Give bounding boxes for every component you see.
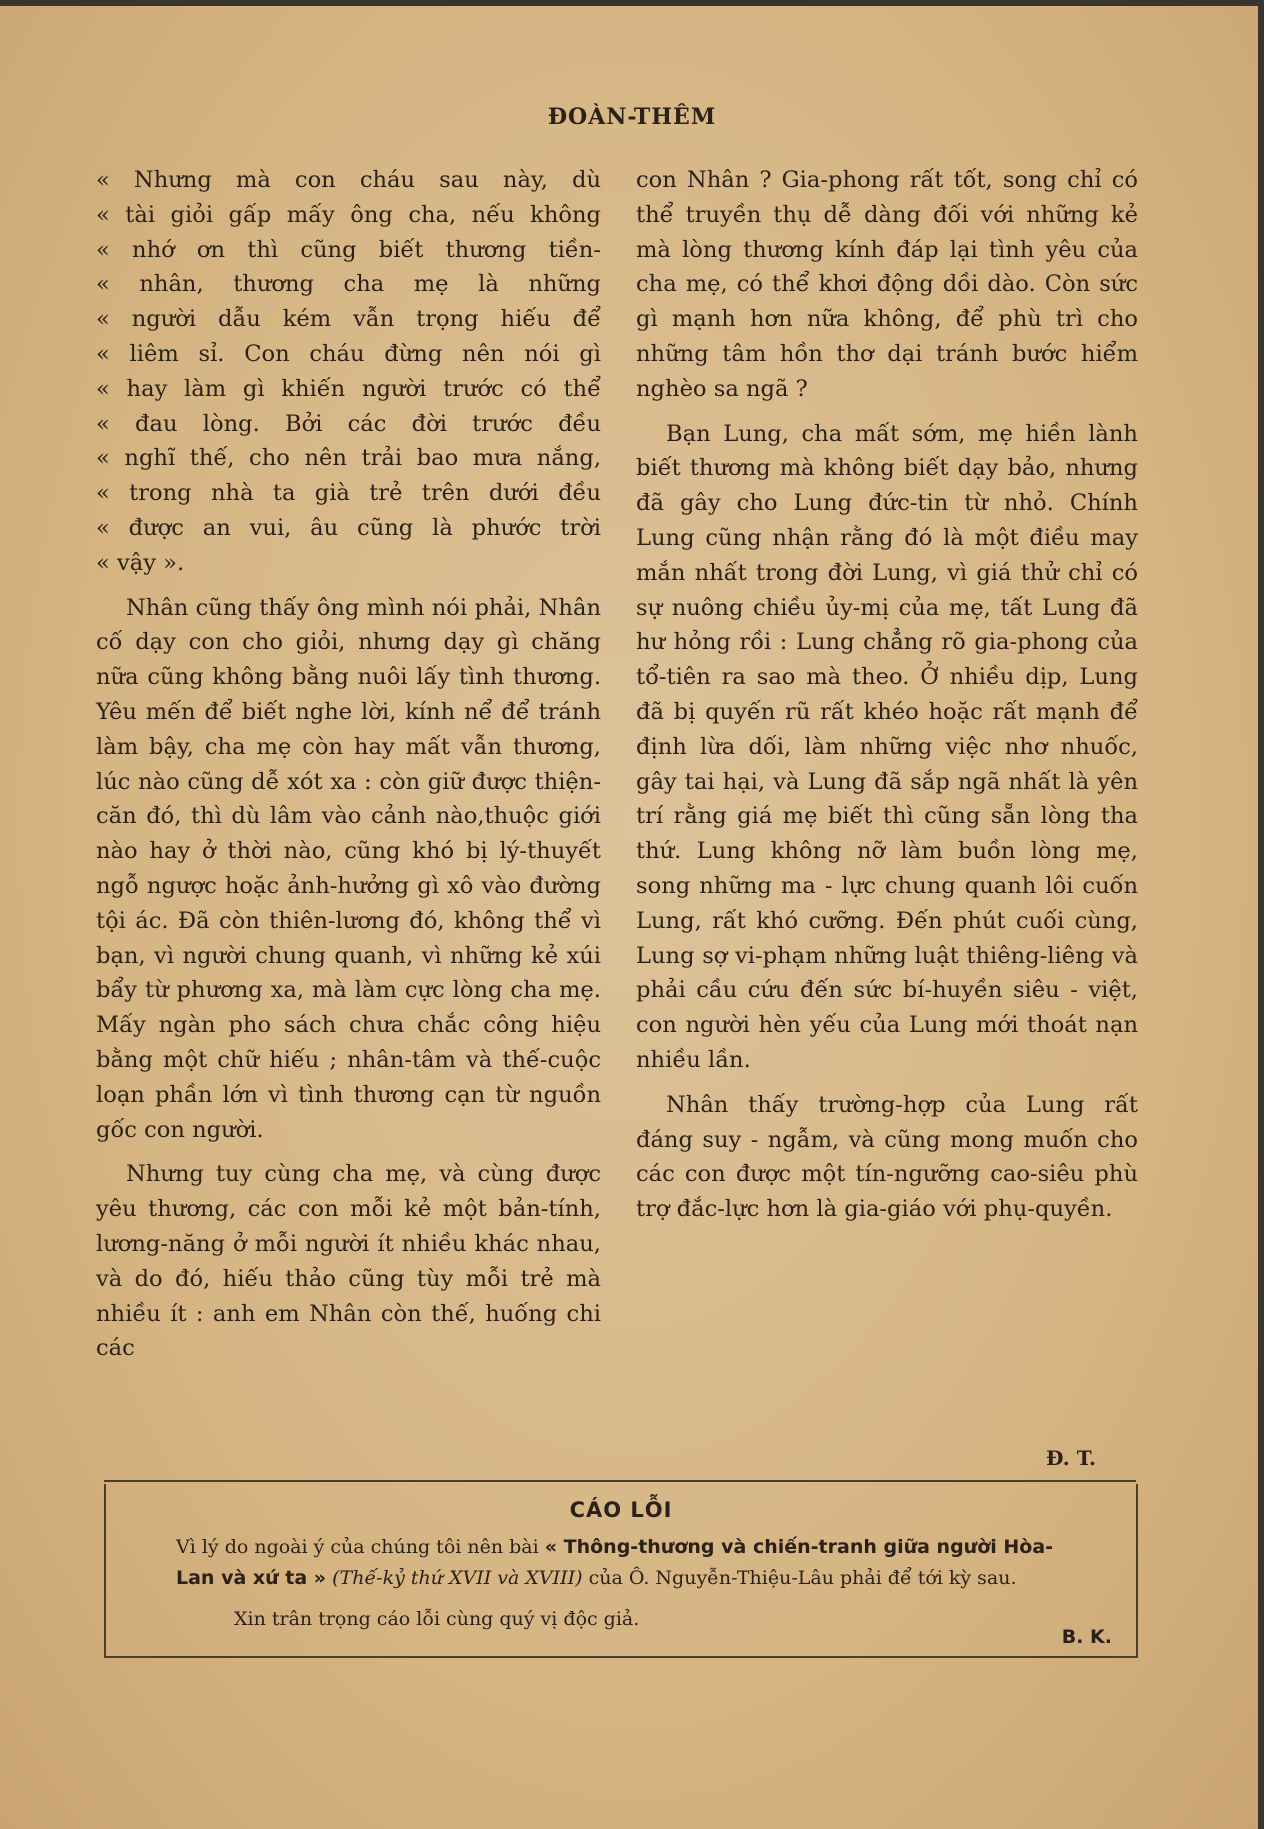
- body-paragraph: Nhân thấy trường-hợp của Lung rất đáng suy - ngẫm, và cũng mong muốn cho các con được một tín-ngưỡng cao-siêu phù trợ đắc-lực hơn là gia-giáo với phụ-quyền.: [636, 1091, 1138, 1223]
- page-header: ĐOÀN-THÊM: [547, 104, 717, 130]
- quote-line: « trong nhà ta già trẻ trên dưới đều: [96, 480, 601, 507]
- body-paragraph: con Nhân ? Gia-phong rất tốt, song chỉ có thể truyền thụ dễ dàng đối với những kẻ mà lòng thương kính đáp lại tình yêu của cha mẹ, có thể khơi động dồi dào. Còn sức gì mạnh hơn nữa không, để phù trì cho những tâm hồn thơ dại tránh bước hiểm nghèo sa ngã ?: [636, 167, 1138, 402]
- quote-line: « người dẫu kém vẫn trọng hiếu để: [96, 306, 601, 333]
- author-signature: Đ. T.: [1046, 1446, 1096, 1470]
- left-column: [96, 163, 601, 1366]
- notice-article-subtitle: (Thế-kỷ thứ XVII và XVIII): [332, 1567, 583, 1589]
- notice-box: [104, 1484, 1138, 1658]
- quoted-passage: [96, 163, 601, 581]
- notice-body: [176, 1532, 1076, 1594]
- quote-line: « hay làm gì khiến người trước có thể: [96, 375, 601, 402]
- notice-initials: B. K.: [1061, 1626, 1112, 1648]
- body-paragraph: Nhưng tuy cùng cha mẹ, và cùng được yêu thương, các con mỗi kẻ một bản-tính, lương-năng ở mỗi người ít nhiều khác nhau, và do đó, hiếu thảo cũng tùy mỗi trẻ mà nhiều ít : anh em Nhân còn thế, huống chi các: [96, 1161, 601, 1362]
- notice-article-title: « Thông-thương và chiến-tranh giữa người Hòa-Lan và xứ ta »: [176, 1536, 1054, 1589]
- notice-text: của Ô. Nguyễn-Thiệu-Lâu phải để tới kỳ sau.: [588, 1567, 1017, 1589]
- quote-line: « được an vui, âu cũng là phước trời: [96, 514, 601, 541]
- notice-text: Vì lý do ngoài ý của chúng tôi nên bài: [176, 1536, 545, 1558]
- quote-line: « đau lòng. Bởi các đời trước đều: [96, 410, 601, 437]
- notice-apology: Xin trân trọng cáo lỗi cùng quý vị độc giả.: [234, 1608, 640, 1630]
- quote-line: « tài giỏi gấp mấy ông cha, nếu không: [96, 201, 601, 228]
- divider-line: [104, 1480, 1136, 1482]
- notice-title: CÁO LỖI: [569, 1498, 673, 1522]
- quote-line: « nghĩ thế, cho nên trải bao mưa nắng,: [96, 445, 601, 472]
- right-column: [636, 163, 1138, 1227]
- quote-line: « nhớ ơn thì cũng biết thương tiền-: [96, 236, 601, 263]
- body-paragraph: Bạn Lung, cha mất sớm, mẹ hiền lành biết thương mà không biết dạy bảo, nhưng đã gây cho Lung đức-tin từ nhỏ. Chính Lung cũng nhận rằng đó là một điều may mắn nhất trong đời Lung, vì giá thử chỉ có sự nuông chiều ủy-mị của mẹ, tất Lung đã hư hỏng rồi : Lung chẳng rõ gia-phong của tổ-tiên ra sao mà theo. Ở nhiều dịp, Lung đã bị quyến rũ rất khéo hoặc rất mạnh để định lừa dối, làm những việc nhơ nhuốc, gây tai hại, và Lung đã sắp ngã nhất là yên trí rằng giá mẹ biết thì cũng sẵn lòng tha thứ. Lung không nỡ làm buồn lòng mẹ, song những ma - lực chung quanh lôi cuốn Lung, rất khó cưỡng. Đến phút cuối cùng, Lung sợ vi-phạm những luật thiêng-liêng và phải cầu cứu đến sức bí-huyền siêu - việt, con người hèn yếu của Lung mới thoát nạn nhiều lần.: [636, 420, 1138, 1073]
- quote-line: « vậy ».: [96, 549, 185, 576]
- quote-line: « nhân, thương cha mẹ là những: [96, 271, 601, 298]
- quote-line: « liêm sỉ. Con cháu đừng nên nói gì: [96, 340, 601, 367]
- body-paragraph: Nhân cũng thấy ông mình nói phải, Nhân cố dạy con cho giỏi, nhưng dạy gì chăng nữa cũng không bằng nuôi lấy tình thương. Yêu mến để biết nghe lời, kính nể để tránh làm bậy, cha mẹ còn hay mất vẫn thương, lúc nào cũng dễ xót xa : còn giữ được thiện-căn đó, thì dù lâm vào cảnh nào,thuộc giới nào hay ở thời nào, cũng khó bị lý-thuyết ngỗ ngược hoặc ảnh-hưởng gì xô vào đường tội ác. Đã còn thiên-lương đó, không thể vì bạn, vì người chung quanh, vì những kẻ xúi bẩy từ phương xa, mà làm cực lòng cha mẹ. Mấy ngàn pho sách chưa chắc công hiệu bằng một chữ hiếu ; nhân-tâm và thế-cuộc loạn phần lớn vì tình thương cạn từ nguồn gốc con người.: [96, 594, 601, 1143]
- quote-line: « Nhưng mà con cháu sau này, dù: [96, 167, 601, 193]
